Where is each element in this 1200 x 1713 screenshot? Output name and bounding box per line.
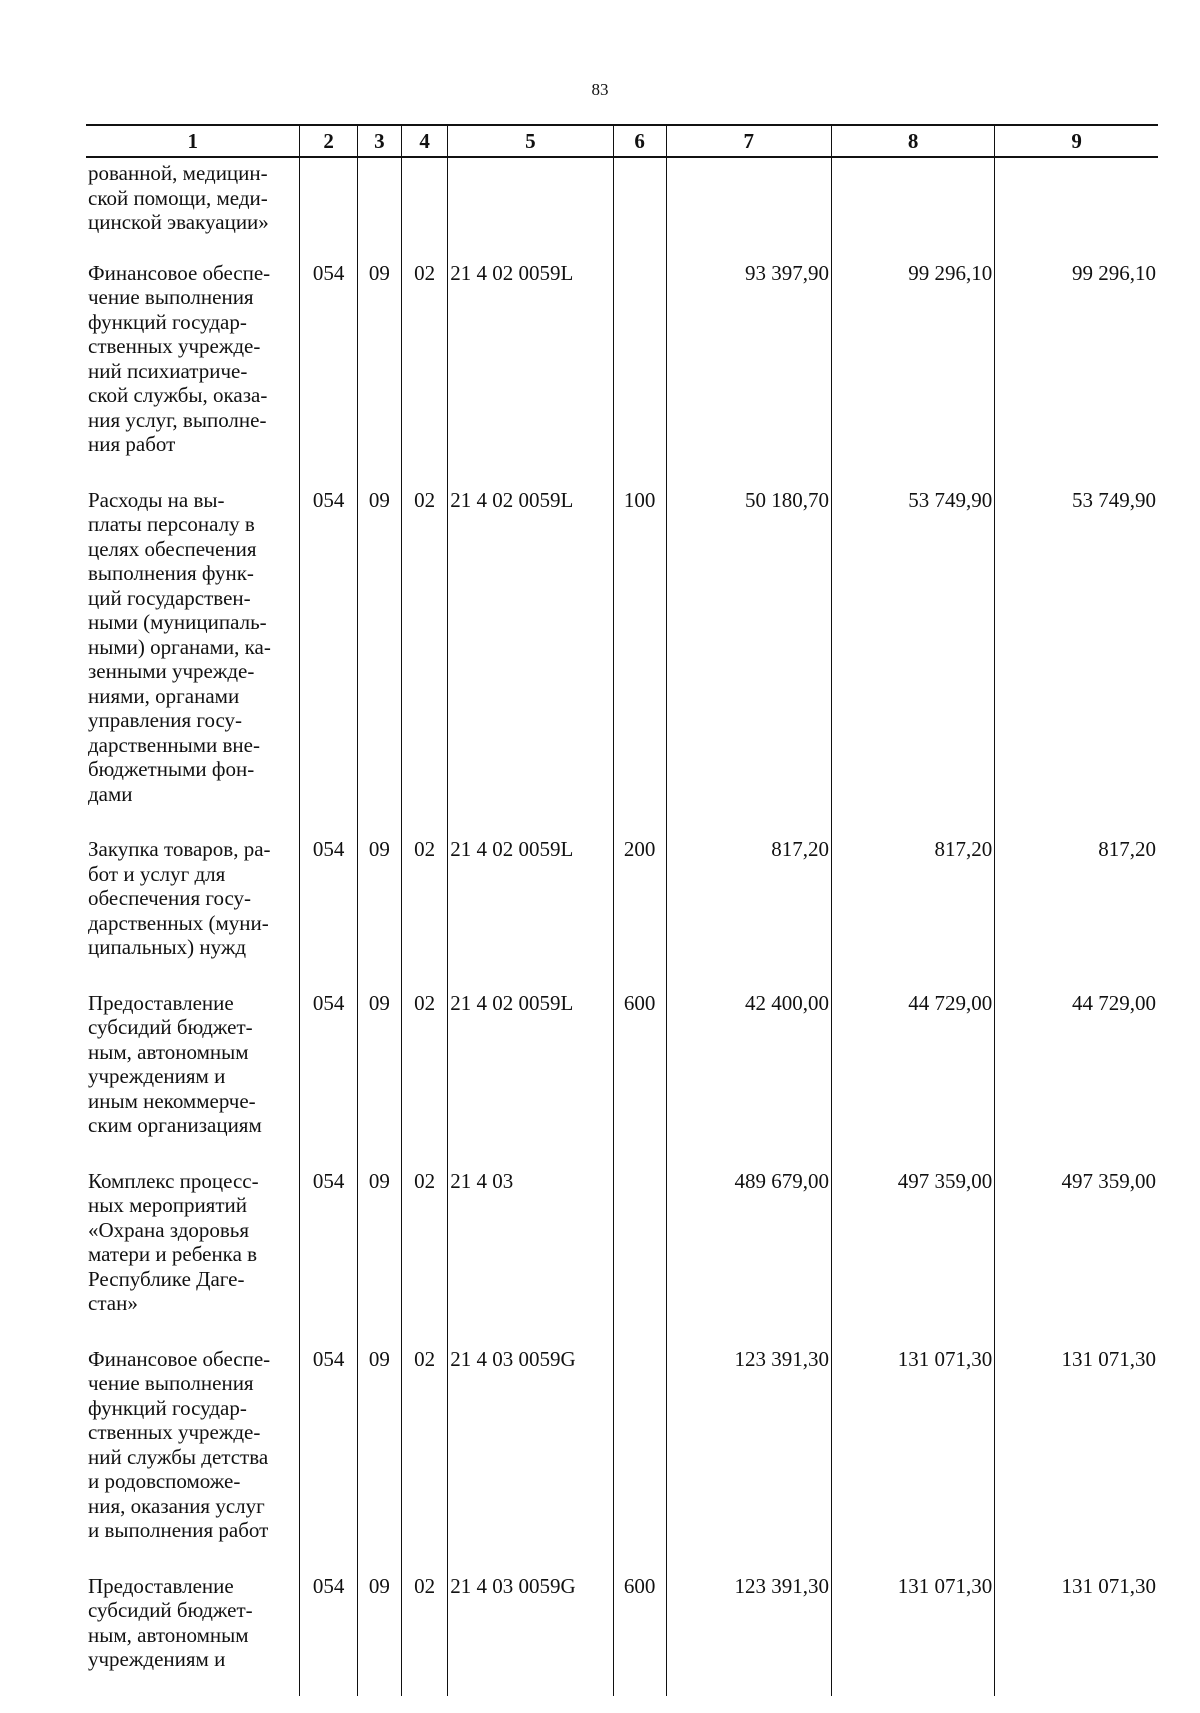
expense-type-code: 100	[613, 482, 666, 832]
amount-col-7: 50 180,70	[666, 482, 831, 832]
target-article-code: 21 4 02 0059L	[448, 831, 613, 985]
amount-col-9: 99 296,10	[995, 255, 1158, 482]
subsection-code: 02	[401, 255, 447, 482]
ministry-code: 054	[300, 1341, 357, 1568]
column-header: 4	[401, 125, 447, 157]
amount-col-7	[666, 157, 831, 255]
target-article-code: 21 4 03 0059G	[448, 1568, 613, 1696]
amount-col-8: 131 071,30	[832, 1568, 995, 1696]
section-code: 09	[357, 985, 401, 1163]
target-article-code	[448, 157, 613, 255]
table-row	[86, 1341, 1158, 1568]
amount-col-8: 99 296,10	[832, 255, 995, 482]
amount-col-7: 123 391,30	[666, 1341, 831, 1568]
ministry-code	[300, 157, 357, 255]
section-code: 09	[357, 1163, 401, 1341]
ministry-code: 054	[300, 482, 357, 832]
section-code: 09	[357, 831, 401, 985]
table-row	[86, 1568, 1158, 1696]
column-header: 9	[995, 125, 1158, 157]
amount-col-7: 489 679,00	[666, 1163, 831, 1341]
target-article-code: 21 4 03 0059G	[448, 1341, 613, 1568]
column-header: 3	[357, 125, 401, 157]
amount-col-8: 497 359,00	[832, 1163, 995, 1341]
target-article-code: 21 4 02 0059L	[448, 482, 613, 832]
row-description: Закупка товаров, ра- бот и услуг для обеспечения госу- дарственных (муни- ципальных) нужд	[86, 831, 300, 985]
amount-col-7: 93 397,90	[666, 255, 831, 482]
ministry-code: 054	[300, 255, 357, 482]
amount-col-9: 131 071,30	[995, 1341, 1158, 1568]
section-code: 09	[357, 1568, 401, 1696]
column-header: 2	[300, 125, 357, 157]
table-row	[86, 985, 1158, 1163]
target-article-code: 21 4 02 0059L	[448, 255, 613, 482]
expense-type-code	[613, 1163, 666, 1341]
amount-col-7: 42 400,00	[666, 985, 831, 1163]
amount-col-7: 817,20	[666, 831, 831, 985]
table-row	[86, 255, 1158, 482]
section-code: 09	[357, 255, 401, 482]
column-header: 5	[448, 125, 613, 157]
ministry-code: 054	[300, 985, 357, 1163]
column-header: 8	[832, 125, 995, 157]
table-row	[86, 157, 1158, 255]
section-code: 09	[357, 482, 401, 832]
header-row	[86, 125, 1158, 157]
amount-col-9: 131 071,30	[995, 1568, 1158, 1696]
amount-col-8: 131 071,30	[832, 1341, 995, 1568]
amount-col-9: 53 749,90	[995, 482, 1158, 832]
ministry-code: 054	[300, 1568, 357, 1696]
row-description: Финансовое обеспе- чение выполнения функций государ- ственных учрежде- ний психиатриче- ской службы, оказа- ния услуг, выполне- ния работ	[86, 255, 300, 482]
section-code	[357, 157, 401, 255]
expense-type-code: 600	[613, 985, 666, 1163]
amount-col-9: 44 729,00	[995, 985, 1158, 1163]
amount-col-9: 497 359,00	[995, 1163, 1158, 1341]
row-description: рованной, медицин- ской помощи, меди- цинской эвакуации»	[86, 157, 300, 255]
expense-type-code: 600	[613, 1568, 666, 1696]
subsection-code: 02	[401, 985, 447, 1163]
amount-col-7: 123 391,30	[666, 1568, 831, 1696]
amount-col-8: 817,20	[832, 831, 995, 985]
target-article-code: 21 4 02 0059L	[448, 985, 613, 1163]
row-description: Предоставление субсидий бюджет- ным, автономным учреждениям и иным некоммерче- ским организациям	[86, 985, 300, 1163]
table-row	[86, 831, 1158, 985]
column-header: 6	[613, 125, 666, 157]
ministry-code: 054	[300, 1163, 357, 1341]
subsection-code: 02	[401, 482, 447, 832]
subsection-code: 02	[401, 1568, 447, 1696]
expense-type-code	[613, 1341, 666, 1568]
amount-col-8	[832, 157, 995, 255]
table-row	[86, 482, 1158, 832]
row-description: Комплекс процесс- ных мероприятий «Охрана здоровья матери и ребенка в Республике Даге- стан»	[86, 1163, 300, 1341]
expense-type-code	[613, 255, 666, 482]
subsection-code: 02	[401, 1163, 447, 1341]
budget-table	[86, 124, 1158, 1696]
expense-type-code: 200	[613, 831, 666, 985]
subsection-code: 02	[401, 1341, 447, 1568]
column-header: 1	[86, 125, 300, 157]
column-header: 7	[666, 125, 831, 157]
amount-col-8: 44 729,00	[832, 985, 995, 1163]
ministry-code: 054	[300, 831, 357, 985]
row-description: Финансовое обеспе- чение выполнения функций государ- ственных учрежде- ний службы детства и родовспоможе- ния, оказания услуг и выполнения работ	[86, 1341, 300, 1568]
row-description: Расходы на вы- платы персоналу в целях обеспечения выполнения функ- ций государствен- ными (муниципаль- ными) органами, ка- зенными учрежде- ниями, органами управления госу- дарственными вне- бюджетными фон- дами	[86, 482, 300, 832]
row-description: Предоставление субсидий бюджет- ным, автономным учреждениям и	[86, 1568, 300, 1696]
amount-col-8: 53 749,90	[832, 482, 995, 832]
table-row	[86, 1163, 1158, 1341]
expense-type-code	[613, 157, 666, 255]
subsection-code	[401, 157, 447, 255]
section-code: 09	[357, 1341, 401, 1568]
amount-col-9	[995, 157, 1158, 255]
amount-col-9: 817,20	[995, 831, 1158, 985]
subsection-code: 02	[401, 831, 447, 985]
target-article-code: 21 4 03	[448, 1163, 613, 1341]
page-number: 83	[591, 80, 609, 99]
